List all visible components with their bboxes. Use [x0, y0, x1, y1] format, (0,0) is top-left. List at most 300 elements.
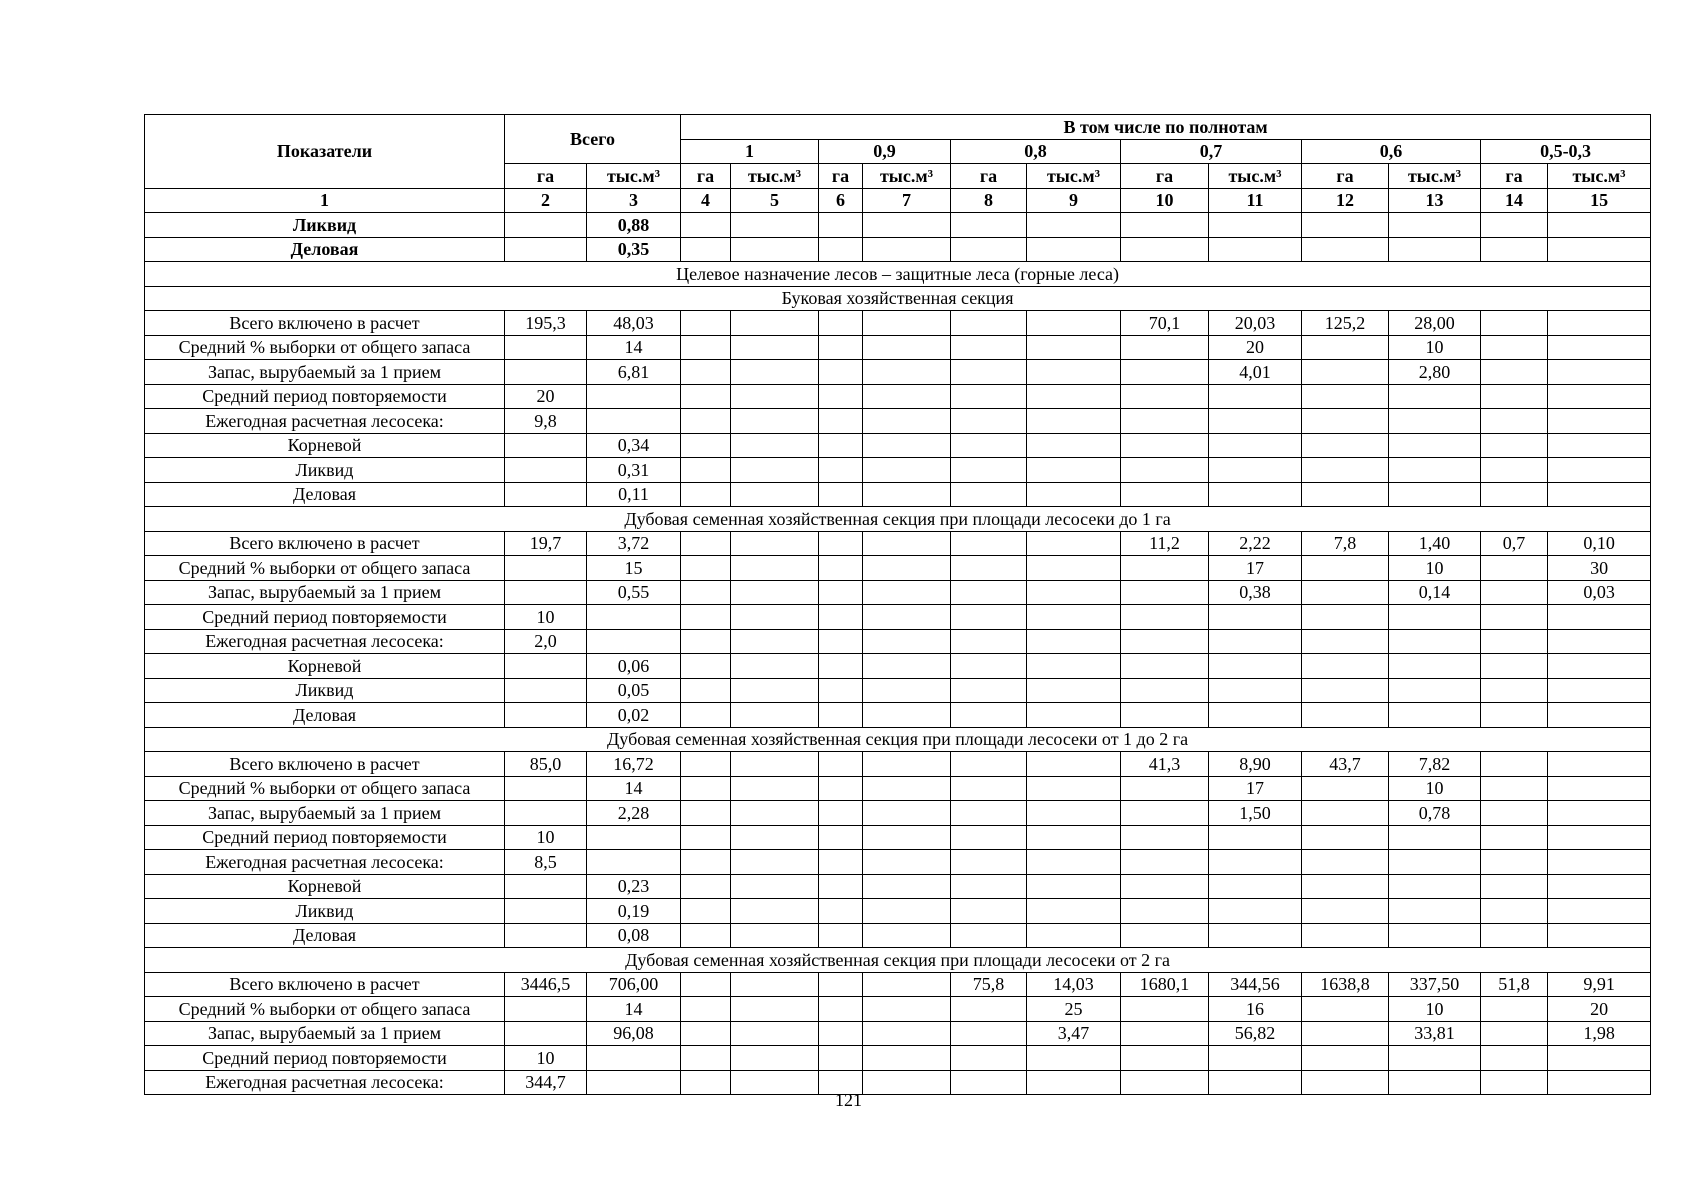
row-label: Средний период повторяемости	[145, 384, 505, 409]
table-cell	[1302, 605, 1389, 630]
table-cell	[1302, 899, 1389, 924]
row-label: Корневой	[145, 654, 505, 679]
unit-volume: тыс.м³	[731, 164, 819, 189]
table-cell	[505, 213, 587, 238]
table-cell	[1121, 433, 1209, 458]
table-cell	[587, 629, 681, 654]
purpose-heading-row	[145, 262, 1651, 287]
table-cell	[819, 360, 863, 385]
table-cell	[1389, 482, 1481, 507]
table-cell	[1121, 776, 1209, 801]
table-cell: 14	[587, 335, 681, 360]
table-cell	[819, 874, 863, 899]
table-cell	[951, 923, 1027, 948]
table-cell	[863, 703, 951, 728]
table-cell	[1121, 678, 1209, 703]
table-cell	[1389, 629, 1481, 654]
table-cell	[1209, 458, 1302, 483]
unit-ha: га	[1121, 164, 1209, 189]
unit-ha: га	[819, 164, 863, 189]
table-cell	[1121, 458, 1209, 483]
table-cell	[681, 678, 731, 703]
table-cell	[819, 409, 863, 434]
table-cell	[951, 899, 1027, 924]
table-cell	[1481, 629, 1548, 654]
table-row	[145, 433, 1651, 458]
table-cell: 16,72	[587, 752, 681, 777]
table-cell	[1027, 433, 1121, 458]
unit-volume: тыс.м³	[587, 164, 681, 189]
table-cell	[1481, 311, 1548, 336]
table-cell	[863, 237, 951, 262]
table-cell	[951, 703, 1027, 728]
table-cell: 0,05	[587, 678, 681, 703]
table-cell	[505, 997, 587, 1022]
table-cell: 51,8	[1481, 972, 1548, 997]
table-cell	[1302, 776, 1389, 801]
row-label: Ликвид	[145, 678, 505, 703]
table-cell	[863, 997, 951, 1022]
table-cell	[681, 335, 731, 360]
table-cell: 337,50	[1389, 972, 1481, 997]
table-row	[145, 409, 1651, 434]
table-cell: 20	[505, 384, 587, 409]
table-cell	[1548, 384, 1651, 409]
table-cell: 10	[1389, 335, 1481, 360]
table-cell	[1481, 678, 1548, 703]
table-cell	[1302, 923, 1389, 948]
table-cell	[863, 360, 951, 385]
table-cell: 0,10	[1548, 531, 1651, 556]
column-number: 1	[145, 188, 505, 213]
table-cell: 8,5	[505, 850, 587, 875]
table-cell	[863, 1046, 951, 1071]
table-cell	[1209, 874, 1302, 899]
table-cell	[731, 825, 819, 850]
table-cell	[681, 458, 731, 483]
column-number: 10	[1121, 188, 1209, 213]
table-cell	[1027, 311, 1121, 336]
table-cell	[1302, 850, 1389, 875]
table-cell	[1481, 213, 1548, 238]
section-title: Дубовая семенная хозяйственная секция при площади лесосеки от 1 до 2 га	[145, 727, 1651, 752]
table-cell	[819, 776, 863, 801]
table-cell	[1389, 237, 1481, 262]
table-cell	[681, 605, 731, 630]
table-cell: 7,82	[1389, 752, 1481, 777]
table-cell: 25	[1027, 997, 1121, 1022]
table-cell	[1481, 801, 1548, 826]
table-cell	[863, 801, 951, 826]
table-cell	[951, 801, 1027, 826]
column-number: 9	[1027, 188, 1121, 213]
table-cell: 0,38	[1209, 580, 1302, 605]
table-cell: 1,98	[1548, 1021, 1651, 1046]
table-cell: 0,78	[1389, 801, 1481, 826]
table-cell: 14	[587, 997, 681, 1022]
table-cell	[731, 1046, 819, 1071]
table-cell	[731, 580, 819, 605]
table-cell	[731, 605, 819, 630]
table-cell	[1389, 213, 1481, 238]
table-cell	[951, 580, 1027, 605]
table-cell	[505, 654, 587, 679]
table-cell	[1121, 703, 1209, 728]
table-cell	[863, 972, 951, 997]
table-cell	[1548, 923, 1651, 948]
section-title: Буковая хозяйственная секция	[145, 286, 1651, 311]
table-row	[145, 801, 1651, 826]
forest-table-sheet	[144, 114, 1650, 1095]
unit-ha: га	[505, 164, 587, 189]
table-cell	[1389, 678, 1481, 703]
table-cell	[863, 874, 951, 899]
table-cell: 96,08	[587, 1021, 681, 1046]
table-cell	[681, 997, 731, 1022]
table-row	[145, 213, 1651, 238]
table-cell	[1027, 580, 1121, 605]
table-cell: 9,8	[505, 409, 587, 434]
table-cell	[819, 531, 863, 556]
table-row	[145, 850, 1651, 875]
table-cell	[681, 752, 731, 777]
table-cell: 195,3	[505, 311, 587, 336]
table-cell	[1548, 752, 1651, 777]
table-cell: 1680,1	[1121, 972, 1209, 997]
table-row	[145, 1021, 1651, 1046]
table-cell	[1027, 213, 1121, 238]
table-cell	[819, 629, 863, 654]
table-row	[145, 678, 1651, 703]
table-cell	[951, 1021, 1027, 1046]
table-cell	[1027, 360, 1121, 385]
table-cell	[1302, 1046, 1389, 1071]
density-header: 0,6	[1302, 139, 1481, 164]
table-cell	[731, 384, 819, 409]
table-row	[145, 360, 1651, 385]
table-cell	[819, 605, 863, 630]
table-cell	[1389, 825, 1481, 850]
unit-ha: га	[1481, 164, 1548, 189]
table-cell: 0,55	[587, 580, 681, 605]
table-cell	[731, 899, 819, 924]
table-cell	[819, 482, 863, 507]
table-cell	[681, 311, 731, 336]
table-cell	[863, 433, 951, 458]
table-cell	[951, 678, 1027, 703]
table-cell	[1121, 213, 1209, 238]
table-cell	[863, 678, 951, 703]
table-cell	[1209, 703, 1302, 728]
table-cell	[505, 678, 587, 703]
table-cell	[1302, 825, 1389, 850]
header-row-1	[145, 115, 1651, 140]
table-cell	[681, 1021, 731, 1046]
table-cell	[819, 678, 863, 703]
table-cell	[681, 654, 731, 679]
table-cell	[1209, 825, 1302, 850]
table-cell	[863, 899, 951, 924]
table-cell	[1121, 874, 1209, 899]
table-cell	[863, 654, 951, 679]
table-cell	[819, 703, 863, 728]
table-cell	[819, 899, 863, 924]
table-cell	[1481, 482, 1548, 507]
table-cell: 14	[587, 776, 681, 801]
table-cell	[505, 776, 587, 801]
table-cell	[1209, 629, 1302, 654]
table-cell	[1027, 531, 1121, 556]
table-cell	[681, 556, 731, 581]
table-cell	[681, 801, 731, 826]
table-cell	[681, 360, 731, 385]
table-cell: 70,1	[1121, 311, 1209, 336]
table-cell	[1027, 1046, 1121, 1071]
table-cell	[1027, 482, 1121, 507]
table-cell	[1121, 801, 1209, 826]
table-row	[145, 531, 1651, 556]
table-row	[145, 311, 1651, 336]
table-cell	[863, 752, 951, 777]
table-cell	[819, 335, 863, 360]
table-cell: 344,56	[1209, 972, 1302, 997]
table-cell	[819, 580, 863, 605]
table-cell	[819, 801, 863, 826]
table-row	[145, 752, 1651, 777]
table-cell	[1209, 923, 1302, 948]
table-cell	[1481, 458, 1548, 483]
table-cell	[1548, 311, 1651, 336]
table-cell: 2,28	[587, 801, 681, 826]
table-cell	[819, 752, 863, 777]
table-cell: 8,90	[1209, 752, 1302, 777]
table-cell	[505, 458, 587, 483]
table-cell	[863, 213, 951, 238]
row-label: Средний % выборки от общего запаса	[145, 997, 505, 1022]
table-cell	[1481, 850, 1548, 875]
table-cell	[1027, 384, 1121, 409]
table-cell	[731, 213, 819, 238]
table-cell: 125,2	[1302, 311, 1389, 336]
row-label: Ежегодная расчетная лесосека:	[145, 409, 505, 434]
table-row	[145, 874, 1651, 899]
row-label: Корневой	[145, 433, 505, 458]
table-cell: 1,50	[1209, 801, 1302, 826]
table-cell	[951, 458, 1027, 483]
table-cell	[681, 1046, 731, 1071]
table-cell	[1481, 605, 1548, 630]
table-cell: 0,08	[587, 923, 681, 948]
table-cell	[1121, 605, 1209, 630]
table-cell	[1548, 458, 1651, 483]
table-cell	[1389, 433, 1481, 458]
table-cell: 0,34	[587, 433, 681, 458]
table-cell	[1027, 458, 1121, 483]
table-cell: 2,0	[505, 629, 587, 654]
table-cell	[681, 972, 731, 997]
column-number: 4	[681, 188, 731, 213]
column-number-row	[145, 188, 1651, 213]
table-cell	[863, 531, 951, 556]
table-cell	[951, 776, 1027, 801]
table-cell	[1548, 899, 1651, 924]
row-label: Ликвид	[145, 458, 505, 483]
table-cell	[1481, 654, 1548, 679]
section-title-row	[145, 948, 1651, 973]
table-cell: 4,01	[1209, 360, 1302, 385]
row-label: Запас, вырубаемый за 1 прием	[145, 580, 505, 605]
table-cell	[1027, 703, 1121, 728]
table-cell	[1121, 850, 1209, 875]
table-cell: 10	[1389, 997, 1481, 1022]
table-cell: 28,00	[1389, 311, 1481, 336]
table-cell	[1121, 556, 1209, 581]
table-cell: 48,03	[587, 311, 681, 336]
table-cell	[863, 923, 951, 948]
table-row	[145, 458, 1651, 483]
table-cell	[681, 213, 731, 238]
row-label: Всего включено в расчет	[145, 311, 505, 336]
table-cell	[681, 433, 731, 458]
table-cell	[1481, 360, 1548, 385]
table-cell	[863, 458, 951, 483]
table-cell	[819, 237, 863, 262]
table-cell	[819, 825, 863, 850]
table-row	[145, 384, 1651, 409]
table-cell	[819, 1046, 863, 1071]
table-cell	[951, 360, 1027, 385]
table-cell: 0,23	[587, 874, 681, 899]
section-title: Дубовая семенная хозяйственная секция при площади лесосеки от 2 га	[145, 948, 1651, 973]
table-cell	[1389, 874, 1481, 899]
section-title-row	[145, 507, 1651, 532]
table-cell	[1027, 335, 1121, 360]
table-cell	[681, 825, 731, 850]
table-cell	[587, 825, 681, 850]
table-cell	[1121, 409, 1209, 434]
table-cell: 43,7	[1302, 752, 1389, 777]
table-cell	[1027, 556, 1121, 581]
table-cell	[1548, 825, 1651, 850]
density-header: 0,7	[1121, 139, 1302, 164]
page-number: 121	[835, 1090, 862, 1110]
table-cell	[1209, 654, 1302, 679]
table-cell	[681, 237, 731, 262]
table-cell: 9,91	[1548, 972, 1651, 997]
unit-volume: тыс.м³	[1389, 164, 1481, 189]
table-cell: 85,0	[505, 752, 587, 777]
table-cell	[1121, 360, 1209, 385]
table-cell: 10	[1389, 556, 1481, 581]
table-cell	[819, 654, 863, 679]
table-cell	[951, 237, 1027, 262]
column-number: 12	[1302, 188, 1389, 213]
table-cell	[1302, 237, 1389, 262]
table-cell	[1302, 874, 1389, 899]
table-cell	[1481, 384, 1548, 409]
table-cell	[731, 311, 819, 336]
column-number: 5	[731, 188, 819, 213]
table-cell	[951, 825, 1027, 850]
table-cell: 0,31	[587, 458, 681, 483]
table-cell	[731, 433, 819, 458]
table-row	[145, 1046, 1651, 1071]
table-cell	[1548, 213, 1651, 238]
table-cell	[819, 458, 863, 483]
table-cell: 17	[1209, 776, 1302, 801]
table-cell	[1302, 213, 1389, 238]
table-row	[145, 237, 1651, 262]
table-cell	[505, 703, 587, 728]
column-number: 15	[1548, 188, 1651, 213]
table-cell	[1302, 997, 1389, 1022]
table-cell	[1389, 409, 1481, 434]
table-cell	[951, 384, 1027, 409]
table-cell	[1389, 384, 1481, 409]
table-cell: 0,03	[1548, 580, 1651, 605]
table-cell	[951, 605, 1027, 630]
table-cell	[681, 531, 731, 556]
table-cell: 56,82	[1209, 1021, 1302, 1046]
table-cell	[1481, 703, 1548, 728]
table-cell	[1548, 605, 1651, 630]
row-label: Средний % выборки от общего запаса	[145, 556, 505, 581]
table-cell	[1481, 825, 1548, 850]
table-cell	[1389, 899, 1481, 924]
table-cell	[951, 752, 1027, 777]
table-cell	[819, 384, 863, 409]
table-cell	[863, 850, 951, 875]
table-cell	[505, 899, 587, 924]
column-number: 6	[819, 188, 863, 213]
table-row	[145, 923, 1651, 948]
table-cell	[819, 850, 863, 875]
table-cell	[1209, 409, 1302, 434]
table-row	[145, 776, 1651, 801]
column-number: 8	[951, 188, 1027, 213]
column-number: 3	[587, 188, 681, 213]
table-cell	[731, 776, 819, 801]
table-cell	[1481, 899, 1548, 924]
table-cell	[1481, 433, 1548, 458]
unit-ha: га	[951, 164, 1027, 189]
table-cell	[951, 213, 1027, 238]
table-row	[145, 899, 1651, 924]
table-cell	[1302, 409, 1389, 434]
table-cell: 1,40	[1389, 531, 1481, 556]
table-row	[145, 605, 1651, 630]
table-cell	[1121, 580, 1209, 605]
table-cell: 15	[587, 556, 681, 581]
table-cell	[1027, 899, 1121, 924]
row-label: Запас, вырубаемый за 1 прием	[145, 801, 505, 826]
table-cell	[1121, 237, 1209, 262]
table-cell	[1481, 923, 1548, 948]
table-cell	[951, 433, 1027, 458]
table-cell	[951, 850, 1027, 875]
table-cell: 20	[1548, 997, 1651, 1022]
unit-volume: тыс.м³	[863, 164, 951, 189]
table-cell	[1121, 997, 1209, 1022]
table-cell	[1027, 874, 1121, 899]
table-row	[145, 335, 1651, 360]
table-cell	[681, 776, 731, 801]
table-cell	[731, 237, 819, 262]
table-cell	[1548, 335, 1651, 360]
table-cell	[951, 556, 1027, 581]
table-cell	[863, 384, 951, 409]
row-label: Ежегодная расчетная лесосека:	[145, 850, 505, 875]
